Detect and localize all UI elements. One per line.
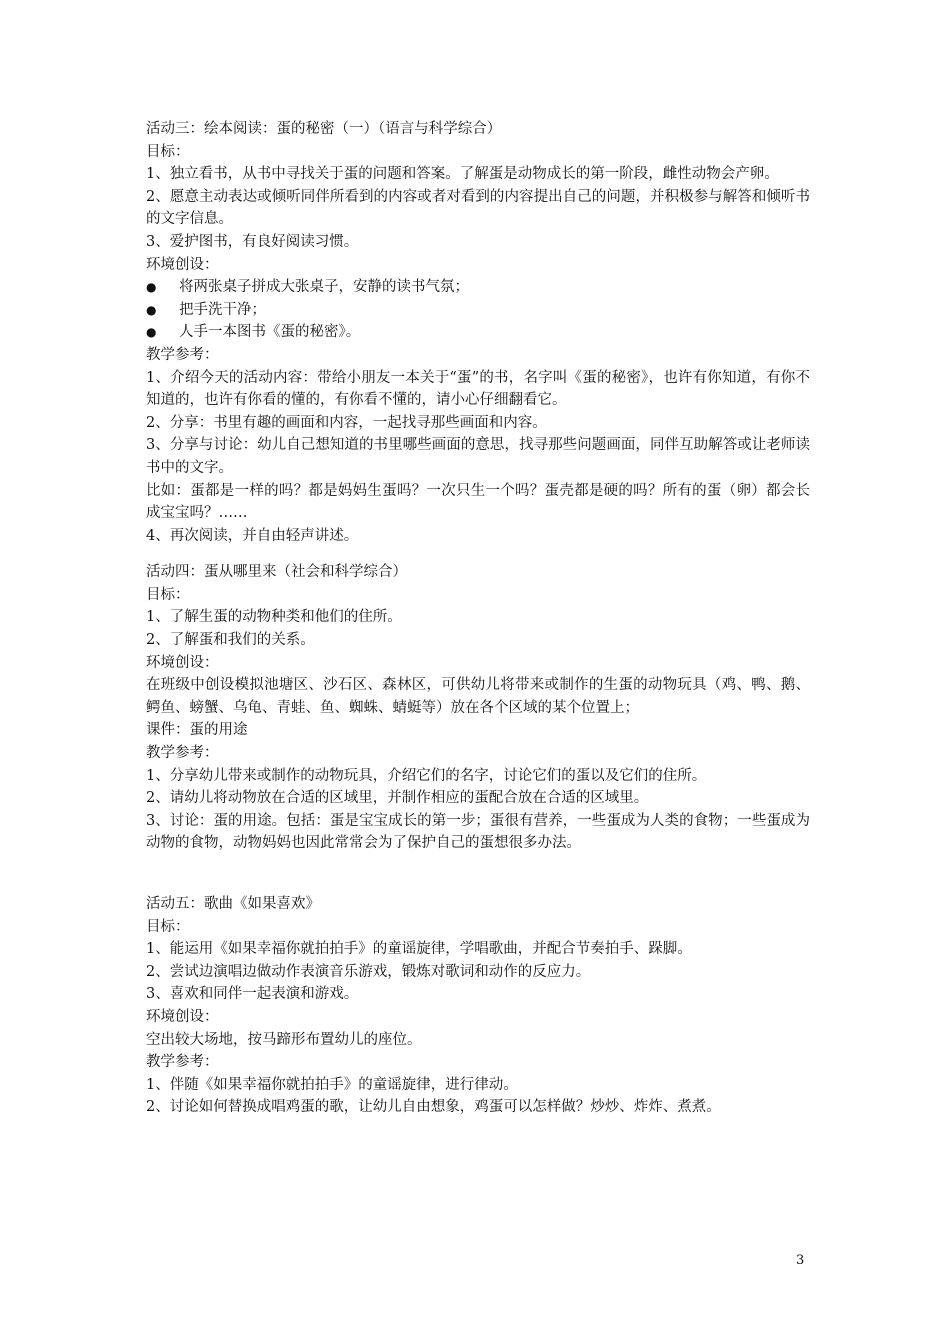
activity-4-ref-2: 2、请幼儿将动物放在合适的区域里，并制作相应的蛋配合放在合适的区域里。 — [146, 790, 649, 807]
bullet-icon: ● — [146, 280, 157, 295]
activity-3-goal-2: 2、愿意主动表达或倾听同伴所看到的内容或者对看到的内容提出自己的问题，并积极参与解答和倾听书的文字信息。 — [146, 188, 810, 228]
activity-4-courseware: 课件：蛋的用途 — [146, 722, 248, 739]
activity-4-ref-3: 3、讨论：蛋的用途。包括：蛋是宝宝成长的第一步；蛋很有营养，一些蛋成为人类的食物；一些蛋成为动物的食物，动物妈妈也因此常常会为了保护自己的蛋想很多办法。 — [146, 812, 810, 852]
activity-5-goal-1: 1、能运用《如果幸福你就拍拍手》的童谣旋律，学唱歌曲，并配合节奏拍手、跺脚。 — [146, 941, 692, 958]
bullet-icon: ● — [146, 325, 157, 340]
activity-4-goal-1: 1、了解生蛋的动物种类和他们的住所。 — [146, 609, 402, 626]
activity-3-env-item — [146, 276, 810, 299]
activity-3-env-item-text: 人手一本图书《蛋的秘密》。 — [179, 324, 361, 341]
activity-5-ref-2: 2、讨论如何替换成唱鸡蛋的歌，让幼儿自由想象，鸡蛋可以怎样做？炒炒、炸炸、煮煮。 — [146, 1099, 721, 1116]
activity-5-ref-label: 教学参考： — [146, 1054, 219, 1071]
activity-3-ref-example: 比如：蛋都是一样的吗？都是妈妈生蛋吗？一次只生一个吗？蛋壳都是硬的吗？所有的蛋（卵）都会长成宝宝吗？…… — [146, 482, 810, 522]
activity-5-goal-label: 目标： — [146, 918, 190, 935]
activity-3-goal-label: 目标： — [146, 143, 190, 160]
activity-5-title: 活动五：歌曲《如果喜欢》 — [146, 896, 320, 912]
activity-4-env-text: 在班级中创设模拟池塘区、沙石区、森林区，可供幼儿将带来或制作的生蛋的动物玩具（鸡、鸭、鹅、鳄鱼、螃蟹、乌龟、青蛙、鱼、蜘蛛、蜻蜓等）放在各个区域的某个位置上； — [146, 677, 810, 716]
activity-4-env-label: 环境创设： — [146, 654, 219, 671]
activity-3-env-item-text: 将两张桌子拼成大张桌子，安静的读书气氛； — [179, 279, 469, 296]
activity-3-goal-1: 1、独立看书，从书中寻找关于蛋的问题和答案。了解蛋是动物成长的第一阶段，雌性动物会产卵。 — [146, 166, 779, 183]
activity-3-ref-3: 3、分享与讨论：幼儿自己想知道的书里哪些画面的意思，找寻那些问题画面，同伴互助解答或让老师读书中的文字。 — [146, 437, 810, 476]
activity-3-env-label: 环境创设： — [146, 256, 219, 273]
section-gap — [146, 855, 810, 893]
section-gap — [146, 547, 810, 561]
activity-5-goal-2: 2、尝试边演唱边做动作表演音乐游戏，锻炼对歌词和动作的反应力。 — [146, 963, 591, 980]
activity-3-ref-2: 2、分享：书里有趣的画面和内容，一起找寻那些画面和内容。 — [146, 414, 547, 431]
activity-5-env-label: 环境创设： — [146, 1008, 219, 1025]
activity-4-goal-label: 目标： — [146, 586, 190, 603]
activity-3-goal-3: 3、爱护图书，有良好阅读习惯。 — [146, 233, 359, 250]
activity-5-env-text: 空出较大场地，按马蹄形布置幼儿的座位。 — [146, 1031, 422, 1048]
activity-4-goal-2: 2、了解蛋和我们的关系。 — [146, 632, 315, 649]
bullet-icon: ● — [146, 302, 157, 317]
activity-5-goal-3: 3、喜欢和同伴一起表演和游戏。 — [146, 986, 359, 1003]
activity-4-ref-label: 教学参考： — [146, 745, 219, 762]
activity-5-ref-1: 1、伴随《如果幸福你就拍拍手》的童谣旋律，进行律动。 — [146, 1076, 518, 1093]
page-number: 3 — [796, 1253, 805, 1268]
activity-3-title: 活动三：绘本阅读：蛋的秘密（一）（语言与科学综合） — [146, 121, 502, 137]
activity-3-env-item — [146, 299, 810, 322]
activity-3-env-item-text: 把手洗干净； — [179, 301, 266, 318]
activity-3-ref-1: 1、介绍今天的活动内容：带给小朋友一本关于“蛋”的书，名字叫《蛋的秘密》，也许有你知道，有你不知道的，也许有你看的懂的，有你看不懂的，请小心仔细翻看它。 — [146, 369, 810, 409]
activity-3-ref-label: 教学参考： — [146, 346, 219, 363]
activity-3-env-item — [146, 321, 810, 344]
activity-3-ref-4: 4、再次阅读，并自由轻声讲述。 — [146, 527, 359, 544]
activity-4-title: 活动四：蛋从哪里来（社会和科学综合） — [146, 564, 407, 581]
activity-4-ref-1: 1、分享幼儿带来或制作的动物玩具，介绍它们的名字，讨论它们的蛋以及它们的住所。 — [146, 767, 707, 784]
document-body — [146, 118, 810, 1119]
